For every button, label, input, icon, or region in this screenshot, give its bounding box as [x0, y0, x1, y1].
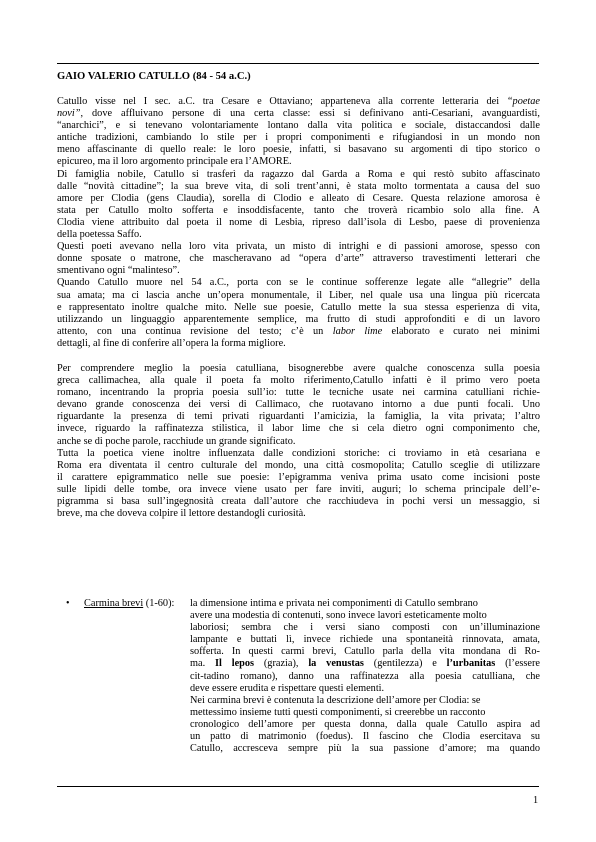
bullet-heading-range: (1-60):	[143, 598, 175, 609]
paragraph-block-2	[57, 363, 540, 520]
bullet-line: cronologico dell’amore per questa donna, dalla quale Catullo aspira ad	[190, 718, 540, 730]
paragraph-line: sulle lipidi delle tombe, ora invece viene usato per fare inviti, auguri; lo schema principale dell’e-	[57, 483, 540, 495]
paragraph-line: breve, ma che doveva colpire il lettore destandogli curiosità.	[57, 508, 306, 520]
carmina-brevi-link[interactable]: Carmina brevi	[84, 598, 144, 609]
top-rule	[57, 63, 539, 64]
paragraph-line: meno affascinante di quello reale: le loro poesie, infatti, si basavano su argomenti di tipo storico o	[57, 144, 540, 156]
bullet-line: Catullo, accresceva sempre più la sua passione d’amore; ma quando	[190, 743, 540, 755]
paragraph-line: sua amata; ma ci lascia anche un’opera monumentale, il Liber, nel quale usa una lingua più ricercata	[57, 289, 540, 301]
paragraph-line: antiche tradizioni, cambiando lo stile per i propri componimenti e rifugiandosi in un mondo non	[57, 132, 540, 144]
bullet-line: deve essere erudita e rispettare questi elementi.	[190, 682, 385, 694]
paragraph-line: greca callimachea, alla quale il poeta fa molto riferimento,Catullo infatti è il primo vero poeta	[57, 375, 540, 387]
bullet-line: lampante e buttati lì, invece richiede una spontaneità rinnovata, amata,	[190, 634, 540, 646]
bullet-line: la dimensione intima e privata nei componimenti di Catullo sembrano	[190, 598, 478, 609]
paragraph-line: devano grande conoscenza dei versi di Callimaco, che ruotavano intorno a due punti focali. Uno	[57, 399, 540, 411]
paragraph-block-1	[57, 96, 540, 350]
bottom-rule	[57, 786, 539, 787]
paragraph-line: utilizzando un linguaggio apparentemente semplice, ma frutto di studi approfonditi e di un lavoro	[57, 313, 540, 325]
bullet-line: avere una modestia di contenuti, sono invece lavori esteticamente molto	[190, 610, 487, 622]
bullet-line: un patto di matrimonio (foedus). Il fascino che Clodia esercitava su	[190, 731, 540, 743]
paragraph-line: anche se di poche parole, racchiude un grande significato.	[57, 435, 296, 447]
paragraph-line: il carattere epigrammatico nelle sue poesie: l’epigramma veniva prima usato come incisioni poste	[57, 471, 540, 483]
paragraph-line: donne sposate o matrone, che mascheravano ad “opera d’arte” attraverso travestimenti letterari che	[57, 253, 540, 265]
bullet-line: mettessimo insieme tutti questi componimenti, si creerebbe un racconto	[190, 706, 486, 718]
paragraph-line: amore per Clodia (gens Claudia), sorella di Clodio e alleato di Cesare. Questa relazione amorosa è	[57, 192, 540, 204]
paragraph-line: “anarchici”, e si tenevano volontariamente lontano dalla vita politica e sociale, distaccandosi dalle	[57, 120, 540, 132]
paragraph-line: invece, riguardo la raffinatezza stilistica, il labor lime che si cela dietro ogni componimento che,	[57, 423, 540, 435]
paragraph-gap	[57, 350, 540, 363]
paragraph-line: novi”, dove affluivano persone di una certa classe: essi si definivano anti-Cesariani, avanguardisti,	[57, 108, 540, 120]
paragraph-line: Per comprendere meglio la poesia catulliana, bisognerebbe avere qualche conoscenza sulla poesia	[57, 362, 540, 374]
page-title: GAIO VALERIO CATULLO (84 - 54 a.C.)	[57, 71, 251, 82]
bullet-line: laboriosi; sembra che i versi siano composti con un’illuminazione	[190, 622, 540, 634]
paragraph-line: della poetessa Saffo.	[57, 229, 142, 241]
paragraph-line: dettagli, al fine di conferire all’opera la forma migliore.	[57, 337, 286, 349]
paragraph-line: dalle “novità cittadine”; la sua breve vita, di soli trent’anni, è stata molto tormentata a causa del suo	[57, 180, 540, 192]
bullet-heading	[84, 598, 174, 610]
paragraph-line: smentivano ogni “malinteso”.	[57, 265, 180, 277]
paragraph-line: Roma era diventata il centro culturale del mondo, una città cosmopolita; Catullo sceglie di utilizzare	[57, 459, 540, 471]
paragraph-line: Tutta la poetica viene inoltre influenzata dalle condizioni storiche: ci troviamo in età cesariana e	[57, 447, 540, 459]
paragraph-line: riguardante la presenza di temi privati riguardanti l’amicizia, la famiglia, la vita privata; l’altro	[57, 411, 540, 423]
bullet-line: cit-tadino romano), danno una raffinatezza alla poesia catulliana, che	[190, 670, 540, 682]
page-number: 1	[533, 795, 539, 806]
paragraph-line: stata per Catullo molto sofferta e insoddisfacente, tanto che troverà ricambio solo alla fine. A	[57, 204, 540, 216]
bullet-line: ma. Il lepos (grazia), la venustas (gentilezza) e l’urbanitas (l’essere	[190, 658, 540, 670]
paragraph-line: romano, incentrando la propria poesia sull’io: tutte le tecniche usate nei carmina catulliani richie-	[57, 387, 540, 399]
paragraph-line: epicureo, ma il loro argomento principale era l’AMORE.	[57, 156, 292, 168]
paragraph-line: Quando Catullo muore nel 54 a.C., porta con se le continue sofferenze legate alle “allegrie” della	[57, 277, 540, 289]
paragraph-line: Di famiglia nobile, Catullo si trasferì da ragazzo dal Garda a Roma e qui restò subito affascinato	[57, 168, 540, 180]
paragraph-line: attento, con una continua revisione del testo; c’è un labor lime elaborato e curato nei minimi	[57, 325, 540, 337]
paragraph-line: Clodia viene attribuito dal poeta il nome di Lesbia, ripreso dall’isola di Lesbo, paese di provenienza	[57, 216, 540, 228]
bullet-body	[190, 598, 540, 755]
paragraph-line: Catullo visse nel I sec. a.C. tra Cesare e Ottaviano; apparteneva alla corrente letteraria dei “poetae	[57, 96, 540, 107]
paragraph-line: e rappresentato inoltre qualche mito. Nelle sue poesie, Catullo mette la sua stessa esperienza di vita,	[57, 301, 540, 313]
document-body	[57, 96, 540, 520]
bullet-line: sofferta. In questi carmi brevi, Catullo parla della vita mondana di Ro-	[190, 646, 540, 658]
paragraph-line: pigramma si basa sull’ingegnosità creata dall’autore che racchiudeva in pochi versi un messaggio, si	[57, 496, 540, 507]
bullet-marker: •	[66, 598, 70, 609]
bullet-line: Nei carmina brevi è contenuta la descrizione dell’amore per Clodia: se	[190, 694, 481, 706]
paragraph-line: Questi poeti avevano nella loro vita privata, un misto di intrighi e di passioni amorose, spesso con	[57, 241, 540, 253]
